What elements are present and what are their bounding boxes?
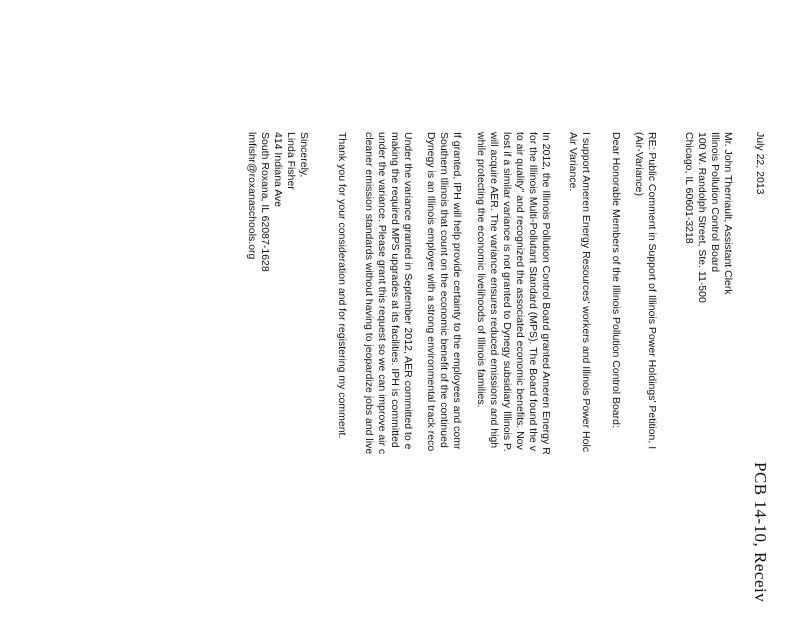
paragraph-line: will acquire AER. The variance ensures reduced emissions and high [488, 132, 500, 449]
paragraph-line: Air Variance. [567, 132, 579, 192]
paragraph-line: while protecting the economic livelihoods of Illinois families. [475, 132, 487, 408]
letter-date: July 22, 2013 [754, 132, 766, 195]
paragraph-line: for the Illinois Multi-Pollutant Standard (MPS). The Board found the v [527, 132, 539, 452]
paragraph-line: cleaner emission standards without having to jeopardize jobs and live [363, 132, 375, 455]
paragraph-line: to air quality" and recognized the associated economic benefits. Nov [514, 132, 526, 450]
salutation: Dear Honorable Members of the Illinois Pollution Control Board: [610, 132, 622, 428]
recipient-street: 100 W. Randolph Street, Ste. 11-500 [696, 132, 708, 303]
re-line: (Air-Variance) [633, 132, 645, 196]
paragraph-line: Dynegy is an Illinois employer with a strong environmental track reco [425, 132, 437, 452]
recipient-org: Illinois Pollution Control Board [709, 132, 721, 273]
re-line: RE: Public Comment in Support of Illinois Power Holdings' Petition, I [646, 132, 658, 450]
paragraph-line: If granted, IPH will help provide certainty to the employees and comr [451, 132, 463, 450]
paragraph-line: I support Ameren Energy Resources' workers and Illinois Power Holc [580, 132, 592, 453]
paragraph-line: In 2012, the Illinois Pollution Control Board granted Ameren Energy R [540, 132, 552, 455]
paragraph-line: Thank you for your consideration and for registering my comment. [336, 132, 348, 439]
letter-body [210, 132, 770, 618]
filing-stamp-header: PCB 14-10, Receiv [751, 462, 770, 603]
closing: Sincerely, [298, 132, 310, 178]
signer-street: 414 Indiana Ave [272, 132, 284, 208]
signer-name: Linda Fisher [285, 132, 297, 190]
paragraph-line: Under the variance granted in September 2012, AER committed to e [402, 132, 414, 450]
signer-city: South Roxana, IL 62087-1628 [259, 132, 271, 272]
recipient-name: Mr. John Therriault, Assistant Clerk [722, 132, 734, 295]
signer-email: lmfishr@roxanaschools.org [246, 132, 258, 260]
paragraph-line: Southern Illinois that count on the economic benefit of the continued [438, 132, 450, 448]
recipient-city: Chicago, IL 60601-3218 [683, 132, 695, 244]
paragraph-line: under the variance. Please grant this request so we can improve air c [376, 132, 388, 455]
paragraph-line: making the required MPS upgrades at its facilities. IPH is committed [389, 132, 401, 448]
paragraph-line: lost if a similar variance is not granted to Dynegy subsidiary Illinois P. [501, 132, 513, 452]
